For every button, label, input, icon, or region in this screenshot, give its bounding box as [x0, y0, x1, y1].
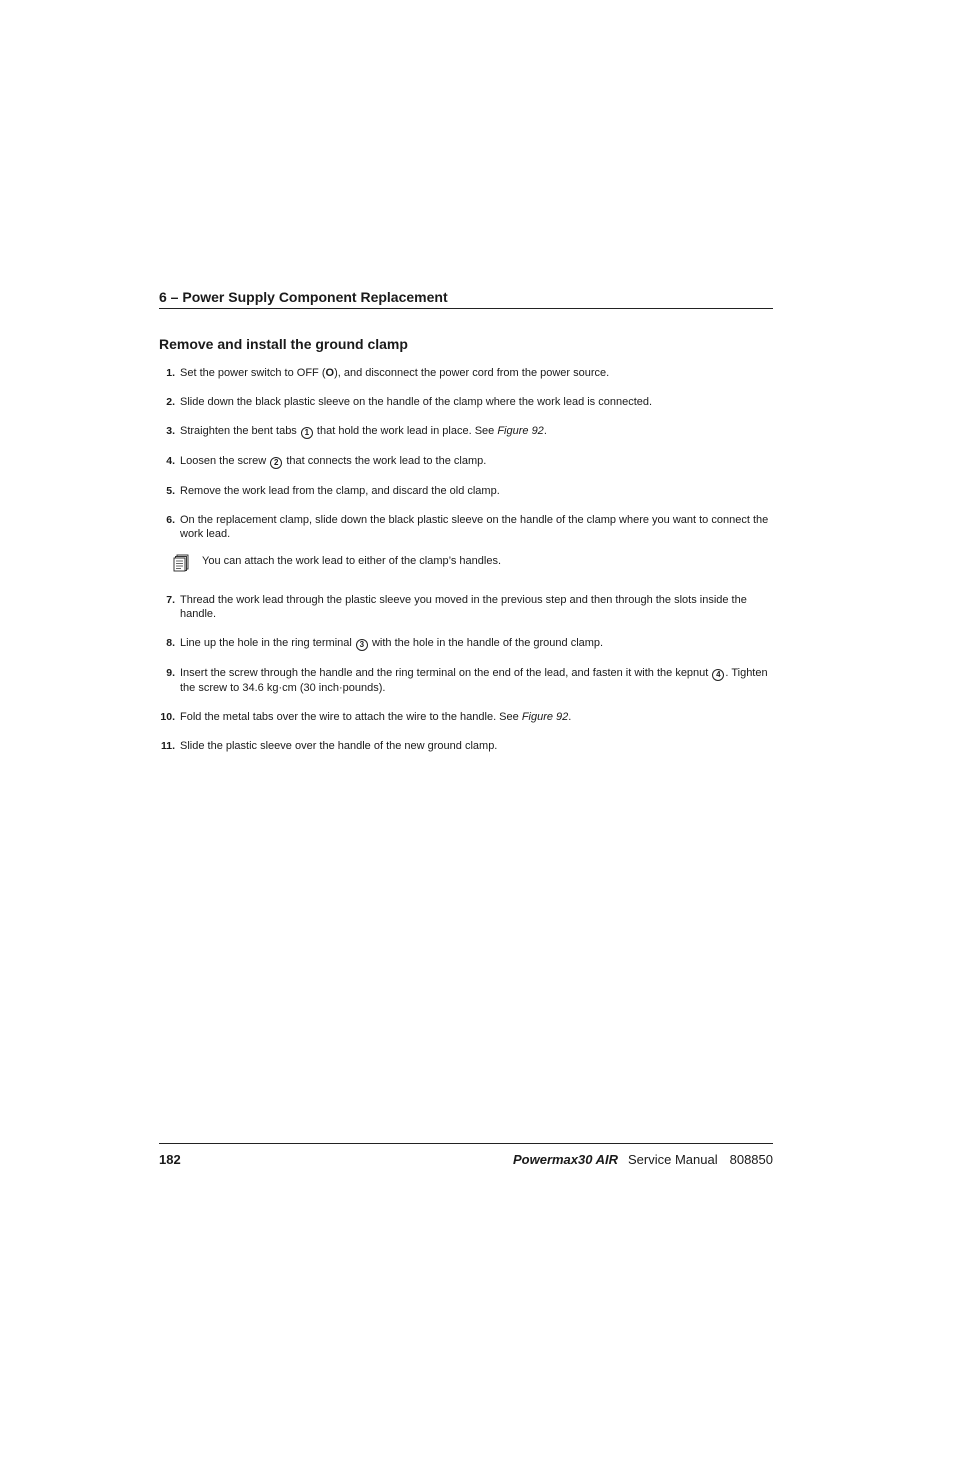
step-text: that connects the work lead to the clamp.: [283, 455, 487, 467]
step-number: 2.: [166, 396, 175, 408]
step-6: [159, 513, 773, 541]
footer-document-info: [513, 1152, 773, 1168]
step-text: .: [568, 711, 572, 723]
step-number: 8.: [166, 637, 175, 649]
callout-3: 3: [356, 639, 368, 651]
step-11: [159, 739, 773, 753]
note: [159, 554, 773, 574]
step-text: Thread the work lead through the plastic sleeve you moved in the previous step and then through the slots inside the handle.: [180, 594, 747, 620]
off-symbol: O: [325, 367, 335, 379]
step-text: On the replacement clamp, slide down the black plastic sleeve on the handle of the clamp where you want to connect the work lead.: [180, 514, 769, 540]
step-number: 3.: [166, 425, 175, 437]
step-text: Slide the plastic sleeve over the handle of the new ground clamp.: [180, 740, 498, 752]
step-number: 5.: [166, 485, 175, 497]
figure-reference-link[interactable]: Figure 92: [497, 425, 544, 437]
chapter-header: 6 – Power Supply Component Replacement: [159, 288, 773, 309]
step-text: Fold the metal tabs over the wire to attach the wire to the handle. See: [180, 711, 522, 723]
step-text: ), and disconnect the power cord from the power source.: [334, 367, 610, 379]
step-9: [159, 666, 773, 695]
step-text: . Tighten the screw to 34.6 kg·cm (30 inch·pounds).: [180, 667, 768, 694]
step-4: [159, 454, 773, 469]
step-text: Insert the screw through the handle and the ring terminal on the end of the lead, and fasten it with the kepnut: [180, 667, 712, 679]
document-number: 808850: [729, 1152, 773, 1167]
step-text: Set the power switch to OFF (: [180, 367, 326, 379]
step-number: 10.: [160, 711, 175, 723]
manual-type: Service Manual: [628, 1152, 718, 1167]
product-name: Powermax30 AIR: [512, 1152, 618, 1167]
step-text: .: [543, 425, 547, 437]
step-number: 1.: [166, 367, 175, 379]
step-number: 7.: [166, 594, 175, 606]
step-7: [159, 593, 773, 621]
manual-page: [159, 0, 773, 1475]
step-10: [159, 710, 773, 724]
step-text: that hold the work lead in place. See: [313, 425, 498, 437]
procedure-steps: [159, 366, 773, 768]
step-text: Slide down the black plastic sleeve on the handle of the clamp where the work lead is connected.: [180, 396, 653, 408]
note-text: You can attach the work lead to either of the clamp’s handles.: [202, 555, 502, 567]
callout-4: 4: [712, 669, 724, 681]
step-5: [159, 484, 773, 498]
step-text: Line up the hole in the ring terminal: [180, 637, 355, 649]
step-number: 11.: [160, 740, 175, 752]
callout-1: 1: [301, 427, 313, 439]
step-1: [159, 366, 773, 380]
callout-2: 2: [270, 457, 282, 469]
figure-reference-link[interactable]: Figure 92: [521, 711, 569, 723]
step-8: [159, 636, 773, 651]
step-number: 6.: [166, 514, 175, 526]
step-text: Straighten the bent tabs: [180, 425, 300, 437]
section-title: Remove and install the ground clamp: [159, 336, 408, 352]
step-number: 9.: [166, 667, 175, 679]
step-text: Remove the work lead from the clamp, and discard the old clamp.: [180, 485, 500, 497]
step-text: Loosen the screw: [180, 455, 270, 467]
step-text: with the hole in the handle of the ground clamp.: [368, 637, 604, 649]
step-2: [159, 395, 773, 409]
page-number: 182: [159, 1152, 181, 1167]
step-number: 4.: [166, 455, 175, 467]
footer-divider: [159, 1143, 773, 1144]
note-icon: [173, 554, 189, 572]
step-3: [159, 424, 773, 439]
